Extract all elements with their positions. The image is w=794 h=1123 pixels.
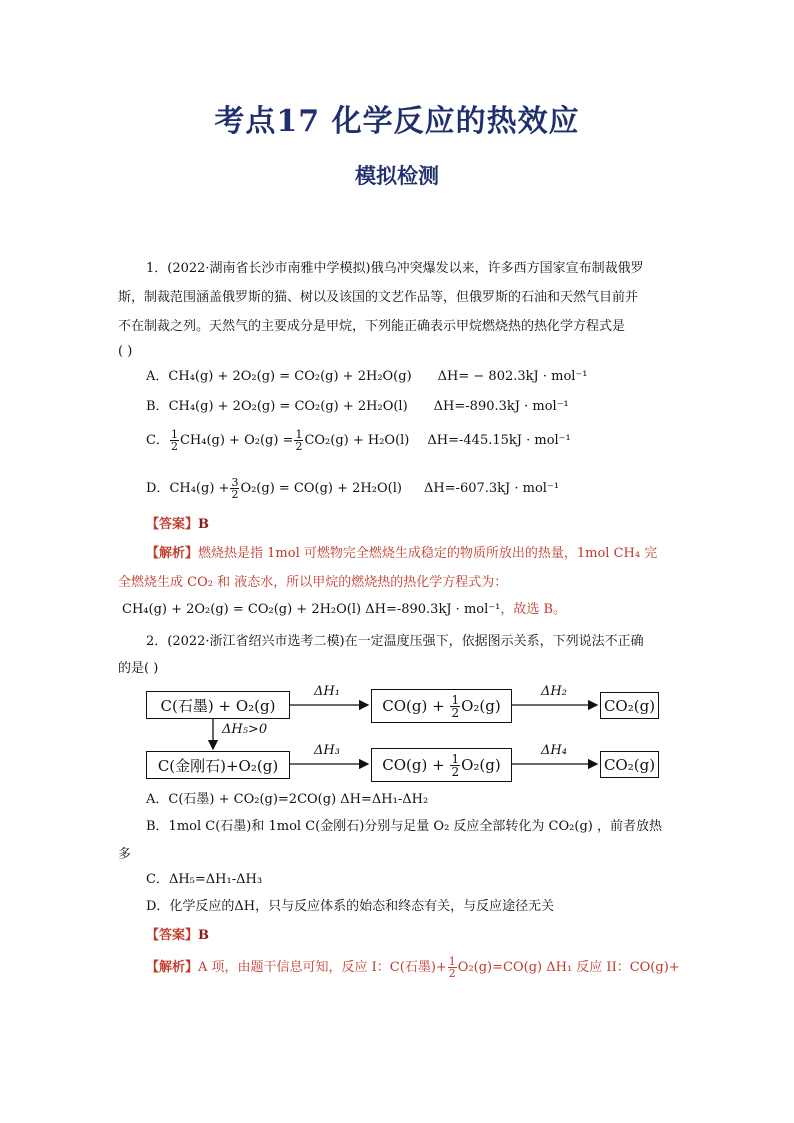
q1-option-d-equation-b: O₂(g) = CO(g) + 2H₂O(l) [240, 481, 402, 496]
q1-answer-tag: 【答案】 [146, 517, 199, 532]
q2-analysis-fraction: $\frac{1}{2}$ [448, 955, 456, 980]
label-dh2: ΔH₂ [541, 684, 567, 699]
box-co-bottom-a: CO(g) + [382, 756, 445, 774]
label-dh5: ΔH₅>0 [222, 722, 268, 737]
q2-answer [146, 925, 209, 947]
q1-option-c-equation-a: CH₄(g) + O₂(g) = [179, 433, 294, 448]
q1-analysis-tag: 【解析】 [146, 546, 199, 561]
q1-stem-line-1: 1．(2022·湖南省长沙市南雅中学模拟)俄乌冲突爆发以来，许多西方国家宣布制裁俄罗 [146, 261, 644, 276]
q2-analysis-text-a: A 项，由题干信息可知，反应 I：C(石墨)+ [198, 960, 447, 975]
q1-option-d-dh: ΔH=-607.3kJ · mol⁻¹ [423, 481, 560, 496]
q1-analysis-text-1: 燃烧热是指 1mol 可燃物完全燃烧生成稳定的物质所放出的热量，1mol CH₄ 完 [198, 546, 658, 561]
q1-answer-value: B [198, 517, 210, 532]
q1-option-d-label: D． [146, 481, 170, 496]
q1-option-c-equation-b: CO₂(g) + H₂O(l) [304, 433, 410, 448]
q1-analysis-equation: CH₄(g) + 2O₂(g) = CO₂(g) + 2H₂O(l) ΔH=-890.3kJ · mol⁻¹ [122, 602, 501, 617]
q2-option-b-line-1: B．1mol C(石墨)和 1mol C(金刚石)分别与足量 O₂ 反应全部转化为 CO₂(g) ，前者放热 [146, 819, 662, 834]
box-co-bottom-fraction: $\frac{1}{2}$ [451, 751, 460, 779]
q1-option-c-label: C． [146, 433, 169, 448]
q1-option-b-dh: ΔH=-890.3kJ · mol⁻¹ [433, 399, 569, 414]
q2-analysis-text-b: O₂(g)=CO(g) ΔH₁ 反应 II：CO(g)+ [457, 960, 680, 975]
q1-paren: ( ) [118, 344, 133, 359]
q2-option-d: D．化学反应的ΔH，只与反应体系的始态和终态有关，与反应途径无关 [146, 899, 555, 914]
q2-answer-tag: 【答案】 [146, 928, 199, 943]
q1-option-d-equation-a: CH₄(g) + [169, 481, 230, 496]
q2-analysis [146, 953, 680, 983]
q1-option-c-fraction-2: $\frac{1}{2}$ [295, 428, 303, 453]
q1-analysis-conclusion: ，故选 B。 [500, 602, 567, 617]
q1-option-a-label: A． [146, 369, 169, 384]
q2-option-a: A．C(石墨) + CO₂(g)=2CO(g) ΔH=ΔH₁-ΔH₂ [146, 792, 429, 807]
q2-option-c: C．ΔH₅=ΔH₁-ΔH₃ [146, 872, 263, 887]
box-co-bottom-b: O₂(g) [461, 756, 501, 774]
box-diamond: C(金刚石)+O₂(g) [146, 751, 290, 779]
q1-option-b-equation: CH₄(g) + 2O₂(g) = CO₂(g) + 2H₂O(l) [168, 399, 408, 414]
q1-option-c-dh: ΔH=-445.15kJ · mol⁻¹ [427, 433, 571, 448]
box-graphite: C(石墨) + O₂(g) [146, 691, 290, 719]
box-co-top-b: O₂(g) [461, 697, 501, 715]
box-co2-bottom: CO₂(g) [600, 751, 659, 778]
q1-option-a-dh: ΔH= − 802.3kJ · mol⁻¹ [437, 369, 588, 384]
q1-option-d-fraction: $\frac{3}{2}$ [231, 476, 239, 501]
q1-option-a-equation: CH₄(g) + 2O₂(g) = CO₂(g) + 2H₂O(g) [168, 369, 412, 384]
q1-option-c-fraction-1: $\frac{1}{2}$ [170, 428, 178, 453]
box-co-bottom [371, 748, 512, 782]
q2-analysis-tag: 【解析】 [146, 960, 199, 975]
q2-answer-value: B [198, 928, 210, 943]
box-co-top-fraction: $\frac{1}{2}$ [451, 692, 460, 720]
page-subtitle: 模拟检测 [355, 163, 439, 188]
q2-option-b-line-2: 多 [118, 847, 132, 862]
q1-stem-line-3: 不在制裁之列。天然气的主要成分是甲烷，下列能正确表示甲烷燃烧热的热化学方程式是 [118, 319, 626, 334]
box-co2-top: CO₂(g) [600, 692, 659, 719]
q2-stem-line-2: 的是( ) [118, 661, 159, 676]
label-dh4: ΔH₄ [541, 743, 567, 758]
box-co-top [371, 689, 512, 723]
q1-option-b-label: B． [146, 399, 169, 414]
q1-analysis-line-2: 全燃烧生成 CO₂ 和 液态水，所以甲烷的燃烧热的热化学方程式为： [118, 575, 508, 590]
label-dh1: ΔH₁ [314, 684, 340, 699]
q2-stem-line-1: 2．(2022·浙江省绍兴市选考二模)在一定温度压强下，依据图示关系，下列说法不正确 [146, 634, 644, 649]
label-dh3: ΔH₃ [314, 743, 340, 758]
page-title: 考点17 化学反应的热效应 [214, 104, 580, 139]
box-co-top-a: CO(g) + [382, 697, 445, 715]
q1-stem-line-2: 斯，制裁范围涵盖俄罗斯的猫、树以及该国的文艺作品等，但俄罗斯的石油和天然气目前并 [118, 290, 639, 305]
